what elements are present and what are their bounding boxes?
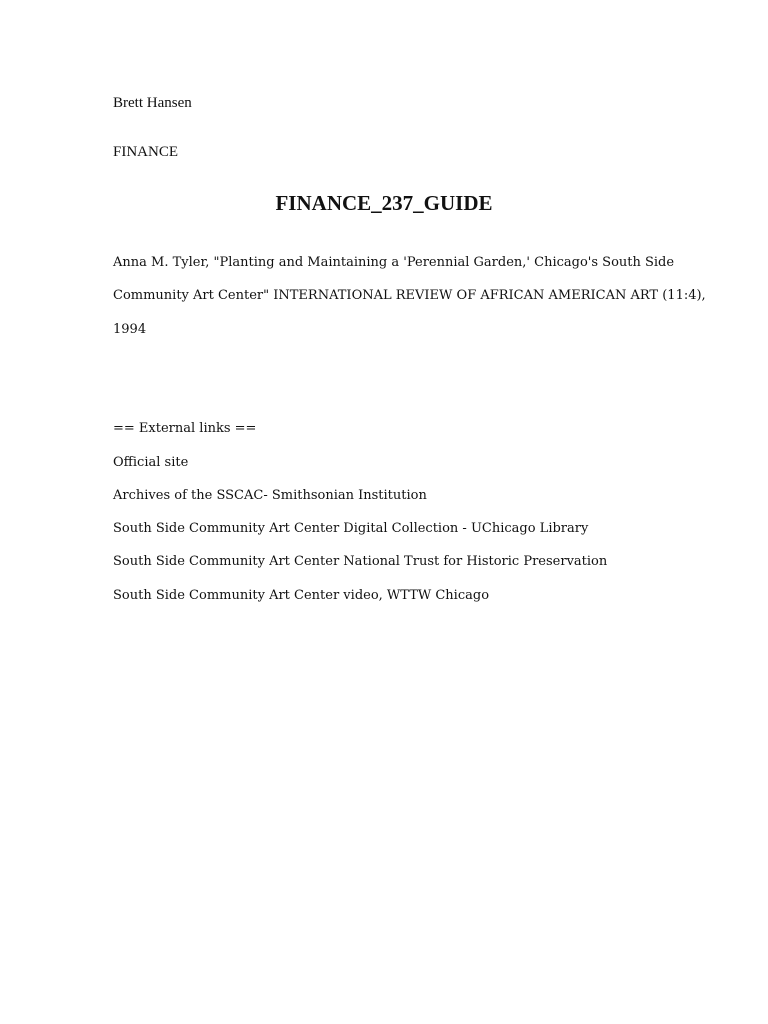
author-name: Brett Hansen [113,95,192,111]
link-official-site[interactable]: Official site [113,455,189,470]
citation-line-3: 1994 [113,322,147,337]
external-links-heading: == External links == [113,421,257,436]
link-uchicago-digital-collection[interactable]: South Side Community Art Center Digital Collection - UChicago Library [113,521,589,536]
citation-line-2: Community Art Center" INTERNATIONAL REVIEW OF AFRICAN AMERICAN ART (11:4), [113,288,706,303]
link-wttw-video[interactable]: South Side Community Art Center video, WTTW Chicago [113,588,490,603]
link-smithsonian-archives[interactable]: Archives of the SSCAC- Smithsonian Institution [113,488,427,503]
document-title: FINANCE_237_GUIDE [275,191,493,215]
subject-label: FINANCE [113,144,179,160]
link-national-trust[interactable]: South Side Community Art Center National Trust for Historic Preservation [113,554,608,569]
citation-line-1: Anna M. Tyler, "Planting and Maintaining a 'Perennial Garden,' Chicago's South Side [113,255,675,270]
